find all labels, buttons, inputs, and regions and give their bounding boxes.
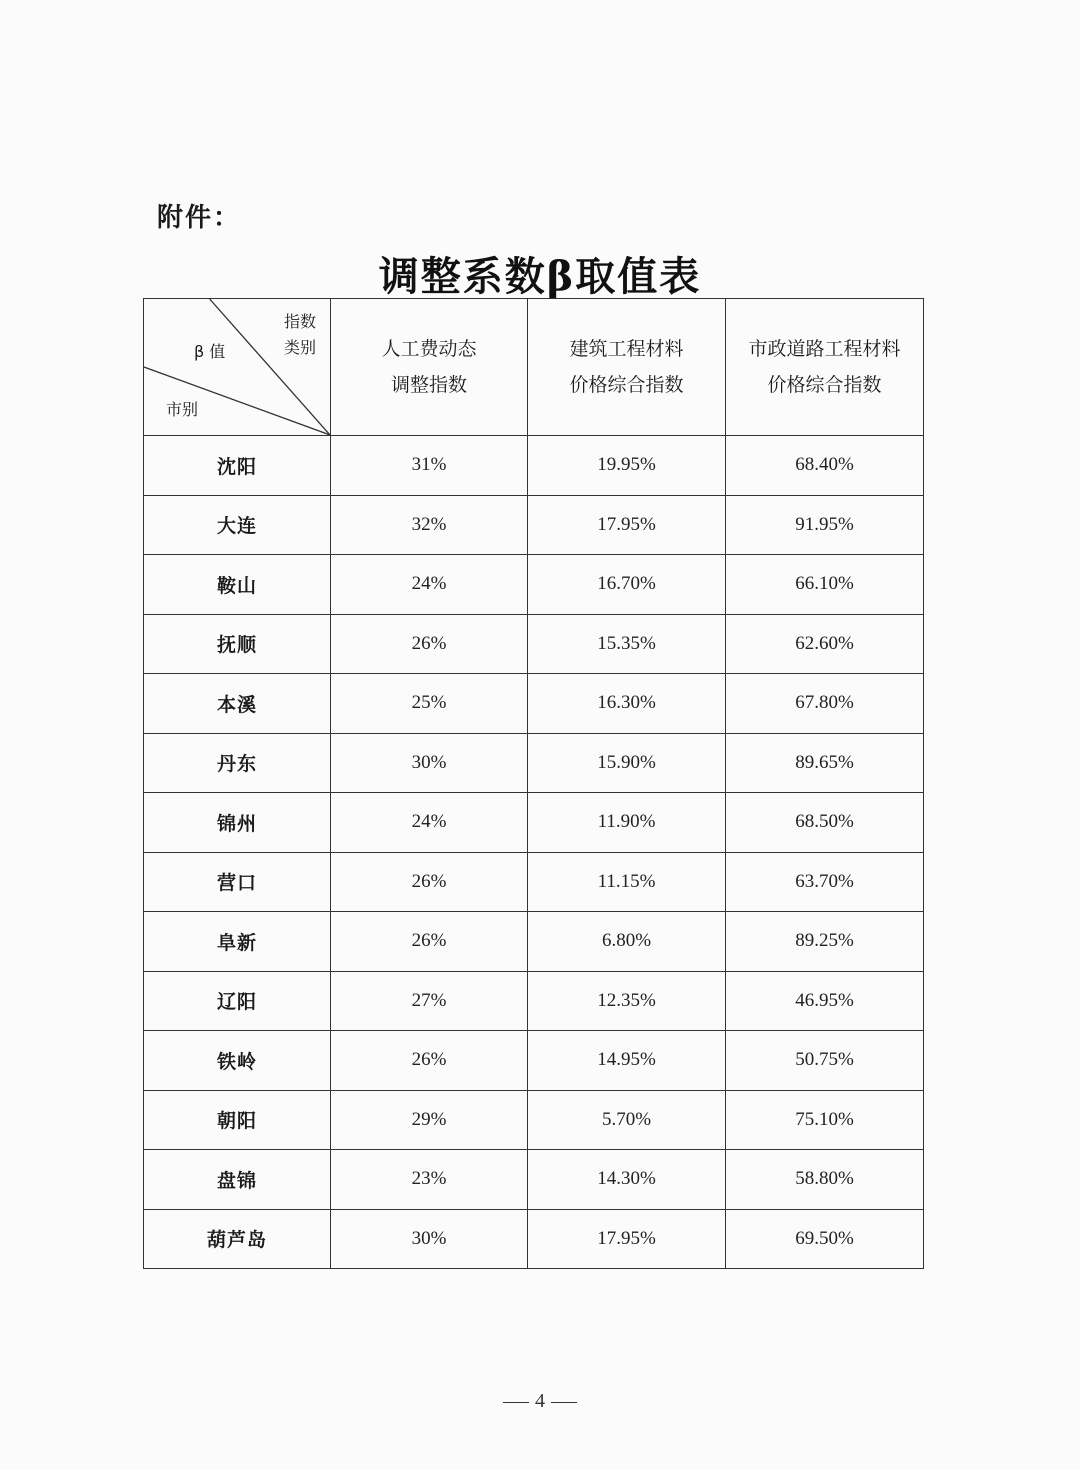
municipal-index-cell: 91.95%: [726, 495, 924, 555]
city-cell: 盘锦: [144, 1150, 331, 1210]
city-cell: 丹东: [144, 733, 331, 793]
city-cell: 抚顺: [144, 614, 331, 674]
building-index-cell: 11.90%: [528, 793, 726, 853]
table-row: [144, 793, 924, 853]
building-index-cell: 17.95%: [528, 1209, 726, 1269]
labor-index-cell: 26%: [331, 912, 528, 972]
page-title: 调整系数β取值表: [378, 253, 702, 300]
table-row: [144, 495, 924, 555]
city-cell: 阜新: [144, 912, 331, 972]
municipal-index-cell: 62.60%: [726, 614, 924, 674]
municipal-index-cell: 68.50%: [726, 793, 924, 853]
building-index-cell: 14.95%: [528, 1031, 726, 1091]
building-index-cell: 12.35%: [528, 971, 726, 1031]
table-row: [144, 912, 924, 972]
municipal-index-cell: 63.70%: [726, 852, 924, 912]
table-row: [144, 555, 924, 615]
corner-header-cell: [144, 299, 331, 436]
labor-index-cell: 27%: [331, 971, 528, 1031]
municipal-index-cell: 68.40%: [726, 436, 924, 496]
municipal-index-cell: 58.80%: [726, 1150, 924, 1210]
table-row: [144, 614, 924, 674]
city-cell: 营口: [144, 852, 331, 912]
building-index-cell: 15.90%: [528, 733, 726, 793]
table-header-row: [144, 299, 924, 436]
table-row: [144, 971, 924, 1031]
labor-index-cell: 30%: [331, 1209, 528, 1269]
city-cell: 葫芦岛: [144, 1209, 331, 1269]
building-index-cell: 19.95%: [528, 436, 726, 496]
labor-index-cell: 31%: [331, 436, 528, 496]
labor-index-cell: 25%: [331, 674, 528, 734]
city-cell: 沈阳: [144, 436, 331, 496]
column-header-labor: 人工费动态 调整指数: [331, 299, 528, 436]
page-number-dash-left: [503, 1402, 529, 1403]
attachment-label: 附件：: [157, 203, 242, 233]
column-header-municipal-material: 市政道路工程材料 价格综合指数: [726, 299, 924, 436]
municipal-index-cell: 89.65%: [726, 733, 924, 793]
building-index-cell: 14.30%: [528, 1150, 726, 1210]
corner-index-category-label: [284, 309, 316, 361]
municipal-index-cell: 75.10%: [726, 1090, 924, 1150]
city-cell: 本溪: [144, 674, 331, 734]
corner-beta-label: β 值: [194, 342, 226, 361]
building-index-cell: 15.35%: [528, 614, 726, 674]
building-index-cell: 16.70%: [528, 555, 726, 615]
municipal-index-cell: 69.50%: [726, 1209, 924, 1269]
city-cell: 鞍山: [144, 555, 331, 615]
table-row: [144, 1031, 924, 1091]
page-number: [0, 1390, 1080, 1413]
corner-city-label: 市别: [166, 400, 199, 419]
city-cell: 朝阳: [144, 1090, 331, 1150]
labor-index-cell: 24%: [331, 555, 528, 615]
labor-index-cell: 26%: [331, 1031, 528, 1091]
city-cell: 锦州: [144, 793, 331, 853]
labor-index-cell: 24%: [331, 793, 528, 853]
labor-index-cell: 30%: [331, 733, 528, 793]
labor-index-cell: 26%: [331, 852, 528, 912]
table-row: [144, 1090, 924, 1150]
table-row: [144, 852, 924, 912]
building-index-cell: 11.15%: [528, 852, 726, 912]
building-index-cell: 17.95%: [528, 495, 726, 555]
page-number-value: 4: [535, 1390, 545, 1412]
building-index-cell: 5.70%: [528, 1090, 726, 1150]
corner-top-line1: 指数: [283, 312, 316, 331]
city-cell: 铁岭: [144, 1031, 331, 1091]
labor-index-cell: 32%: [331, 495, 528, 555]
labor-index-cell: 26%: [331, 614, 528, 674]
beta-value-table-wrapper: [143, 298, 923, 1269]
table-row: [144, 1150, 924, 1210]
table-row: [144, 733, 924, 793]
column-header-building-material: 建筑工程材料 价格综合指数: [528, 299, 726, 436]
corner-top-line2: 类别: [283, 338, 316, 357]
municipal-index-cell: 66.10%: [726, 555, 924, 615]
municipal-index-cell: 89.25%: [726, 912, 924, 972]
municipal-index-cell: 67.80%: [726, 674, 924, 734]
city-cell: 大连: [144, 495, 331, 555]
municipal-index-cell: 46.95%: [726, 971, 924, 1031]
labor-index-cell: 23%: [331, 1150, 528, 1210]
labor-index-cell: 29%: [331, 1090, 528, 1150]
building-index-cell: 16.30%: [528, 674, 726, 734]
table-row: [144, 436, 924, 496]
municipal-index-cell: 50.75%: [726, 1031, 924, 1091]
city-cell: 辽阳: [144, 971, 331, 1031]
table-row: [144, 1209, 924, 1269]
table-row: [144, 674, 924, 734]
page-number-dash-right: [551, 1402, 577, 1403]
beta-value-table: [143, 298, 924, 1269]
building-index-cell: 6.80%: [528, 912, 726, 972]
